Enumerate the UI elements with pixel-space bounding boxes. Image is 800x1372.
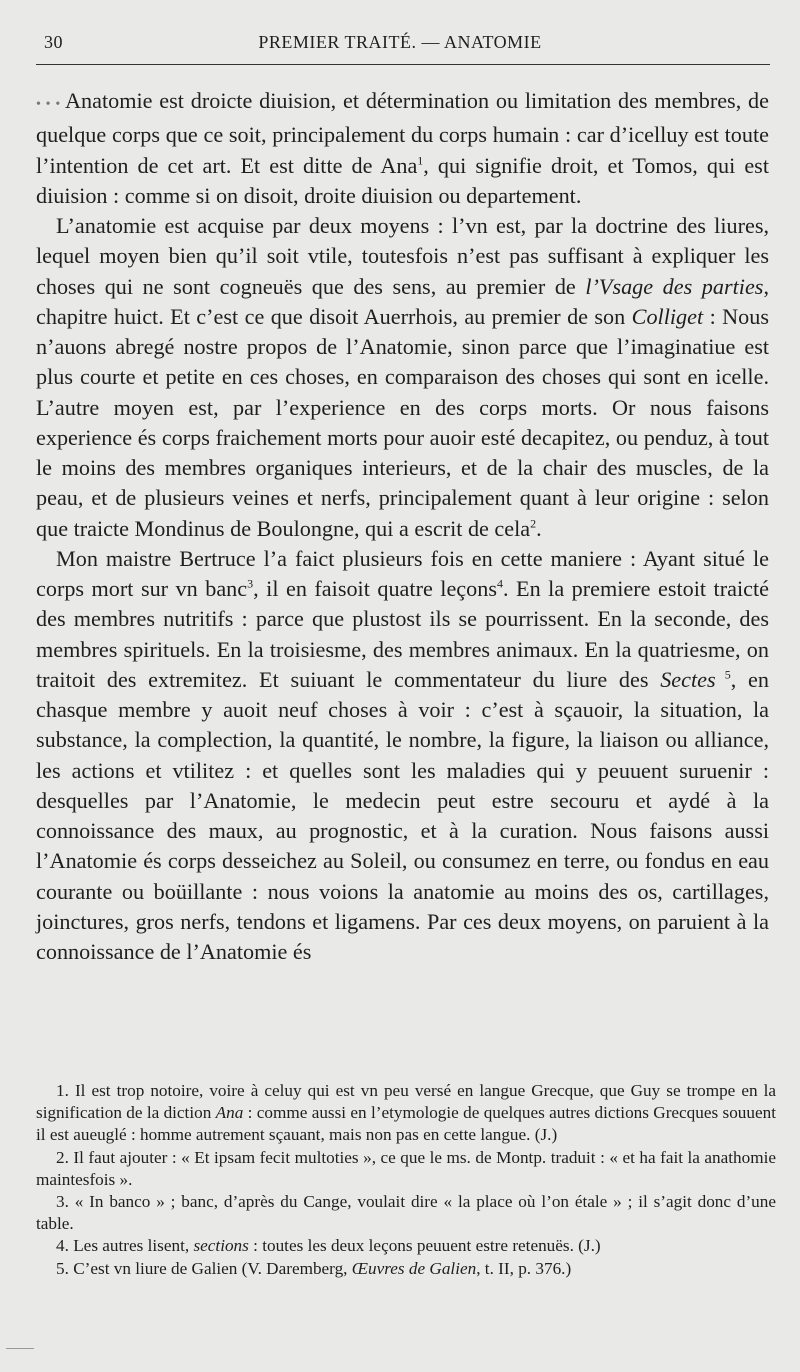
italic-title: Ana [215, 1103, 244, 1123]
text-run: , il en faisoit quatre leçons [253, 576, 497, 601]
footnote [36, 1191, 776, 1235]
footnotes [36, 1080, 776, 1280]
footnote-ref: 5 [715, 667, 731, 682]
running-header [36, 30, 764, 60]
text-run: , qui signifie droit, et Tomos, qui est diuision : comme si on disoit, droite diuision ou departement. [36, 152, 769, 208]
text-run: L’anatomie est acquise par deux moyens : l’vn est, par la doctrine des liures, lequel moyen bien qu’il soit vtile, toutesfois n’est pas suffisant à expliquer les choses qui ne sont cogneuës que des sens, au premier de [36, 213, 769, 299]
margin-mark [6, 1348, 34, 1349]
italic-title: Colliget [631, 303, 704, 329]
text-run: Il est trop notoire, voire à celuy qui est vn peu versé en langue Grecque, que Guy se trompe en la signification de la diction [36, 1081, 776, 1123]
header-rule [36, 64, 770, 65]
footnote-ref: 3 [247, 576, 254, 591]
text-run: Anatomie est droicte diuision, et détermination ou limitation des membres, de quelque corps que ce soit, principalement du corps humain : car d’icelluy est toute l’intention de cet art. Et est ditte de Ana [36, 88, 769, 178]
paragraph [36, 86, 769, 211]
italic-title: Sectes [660, 666, 716, 692]
running-title: PREMIER TRAITÉ. — ANATOMIE [258, 32, 542, 52]
footnote-ref: 1 [417, 153, 424, 168]
footnote [36, 1235, 776, 1257]
footnote-number: 5. [56, 1258, 74, 1278]
text-run: Mon maistre Bertruce l’a faict plusieurs fois en cette maniere : Ayant situé le corps mort sur vn banc [36, 545, 769, 601]
text-run: . En la premiere estoit traicté des membres nutritifs : parce que plustost ils se pourrissent. En la seconde, des membres spirituels. En la troisiesme, des membres animaux. En la quatriesme, on traitoit des extremitez. Et suiuant le commentateur du liure des [36, 576, 769, 692]
text-run: , chapitre huict. Et c’est ce que disoit Auerrhois, au premier de son [36, 273, 769, 329]
footnote [36, 1147, 776, 1191]
main-text [36, 86, 769, 967]
footnote-ref: 4 [496, 576, 503, 591]
text-run: , t. II, p. 376.) [476, 1258, 572, 1278]
text-run: : toutes les deux leçons peuuent estre retenuës. (J.) [248, 1236, 601, 1256]
text-run: Les autres lisent, [73, 1236, 194, 1256]
footnote-ref: 2 [530, 516, 537, 531]
paragraph [36, 544, 769, 968]
footnote-number: 2. [56, 1147, 74, 1167]
footnote-number: 4. [56, 1236, 74, 1256]
text-run: « In banco » ; banc, d’après du Cange, voulait dire « la place où l’on étale » ; il s’agit donc d’une table. [36, 1192, 776, 1234]
footnote [36, 1258, 776, 1280]
text-run: Il faut ajouter : « Et ipsam fecit multoties », ce que le ms. de Montp. traduit : « et ha fait la anathomie maintesfois ». [36, 1147, 777, 1189]
text-run: . [536, 515, 542, 541]
footnote [36, 1080, 776, 1147]
text-run: : comme aussi en l’etymologie de quelques autres dictions Grecques souuent il est aueuglé : homme autrement sçauant, mais non pas en cette langue. (J.) [36, 1103, 776, 1145]
footnote-number: 3. [56, 1192, 75, 1212]
text-run: C’est vn liure de Galien (V. Daremberg, [73, 1258, 352, 1278]
page-number: 30 [44, 32, 63, 52]
text-run: : Nous n’auons abregé nostre propos de l’Anatomie, sinon parce que l’imaginatiue est plus courte et petite en ces choses, en comparaison des choses qui sont en icelle. L’autre moyen est, par l’experience en des corps morts. Or nous faisons experience és corps fraichement morts pour auoir esté decapitez, ou penduz, à tout le moins des membres organiques interieurs, et de la chair des muscles, de la peau, et de plusieurs veines et nerfs, principalement quant à leur origine : selon que traicte Mondinus de Boulongne, qui a escrit de cela [36, 303, 769, 541]
paragraph [36, 211, 769, 544]
italic-title: sections [193, 1236, 249, 1256]
text-run: , en chasque membre y auoit neuf choses à voir : c’est à sçauoir, la situation, la substance, la complection, la quantité, le nombre, la figure, la liaison ou alliance, les actions et vtilitez : et quelles sont les maladies qui y peuuent suruenir : desquelles par l’Anatomie, le medecin peut estre secouru et aydé à la connoissance des maux, au prognostic, et à la curation. Nous faisons aussi l’Anatomie és corps desseichez au Soleil, ou consumez en terre, ou fondus en eau courante ou boüillante : nous voions la anatomie au moins des os, cartillages, joinctures, gros nerfs, tendons et ligamens. Par ces deux moyens, on paruient à la connoissance de l’Anatomie és [36, 666, 769, 964]
marginal-marks: • • • [36, 97, 65, 112]
italic-title: l’Vsage des parties [585, 273, 764, 299]
italic-title: Œuvres de Galien [351, 1258, 477, 1278]
footnote-number: 1. [56, 1081, 75, 1100]
